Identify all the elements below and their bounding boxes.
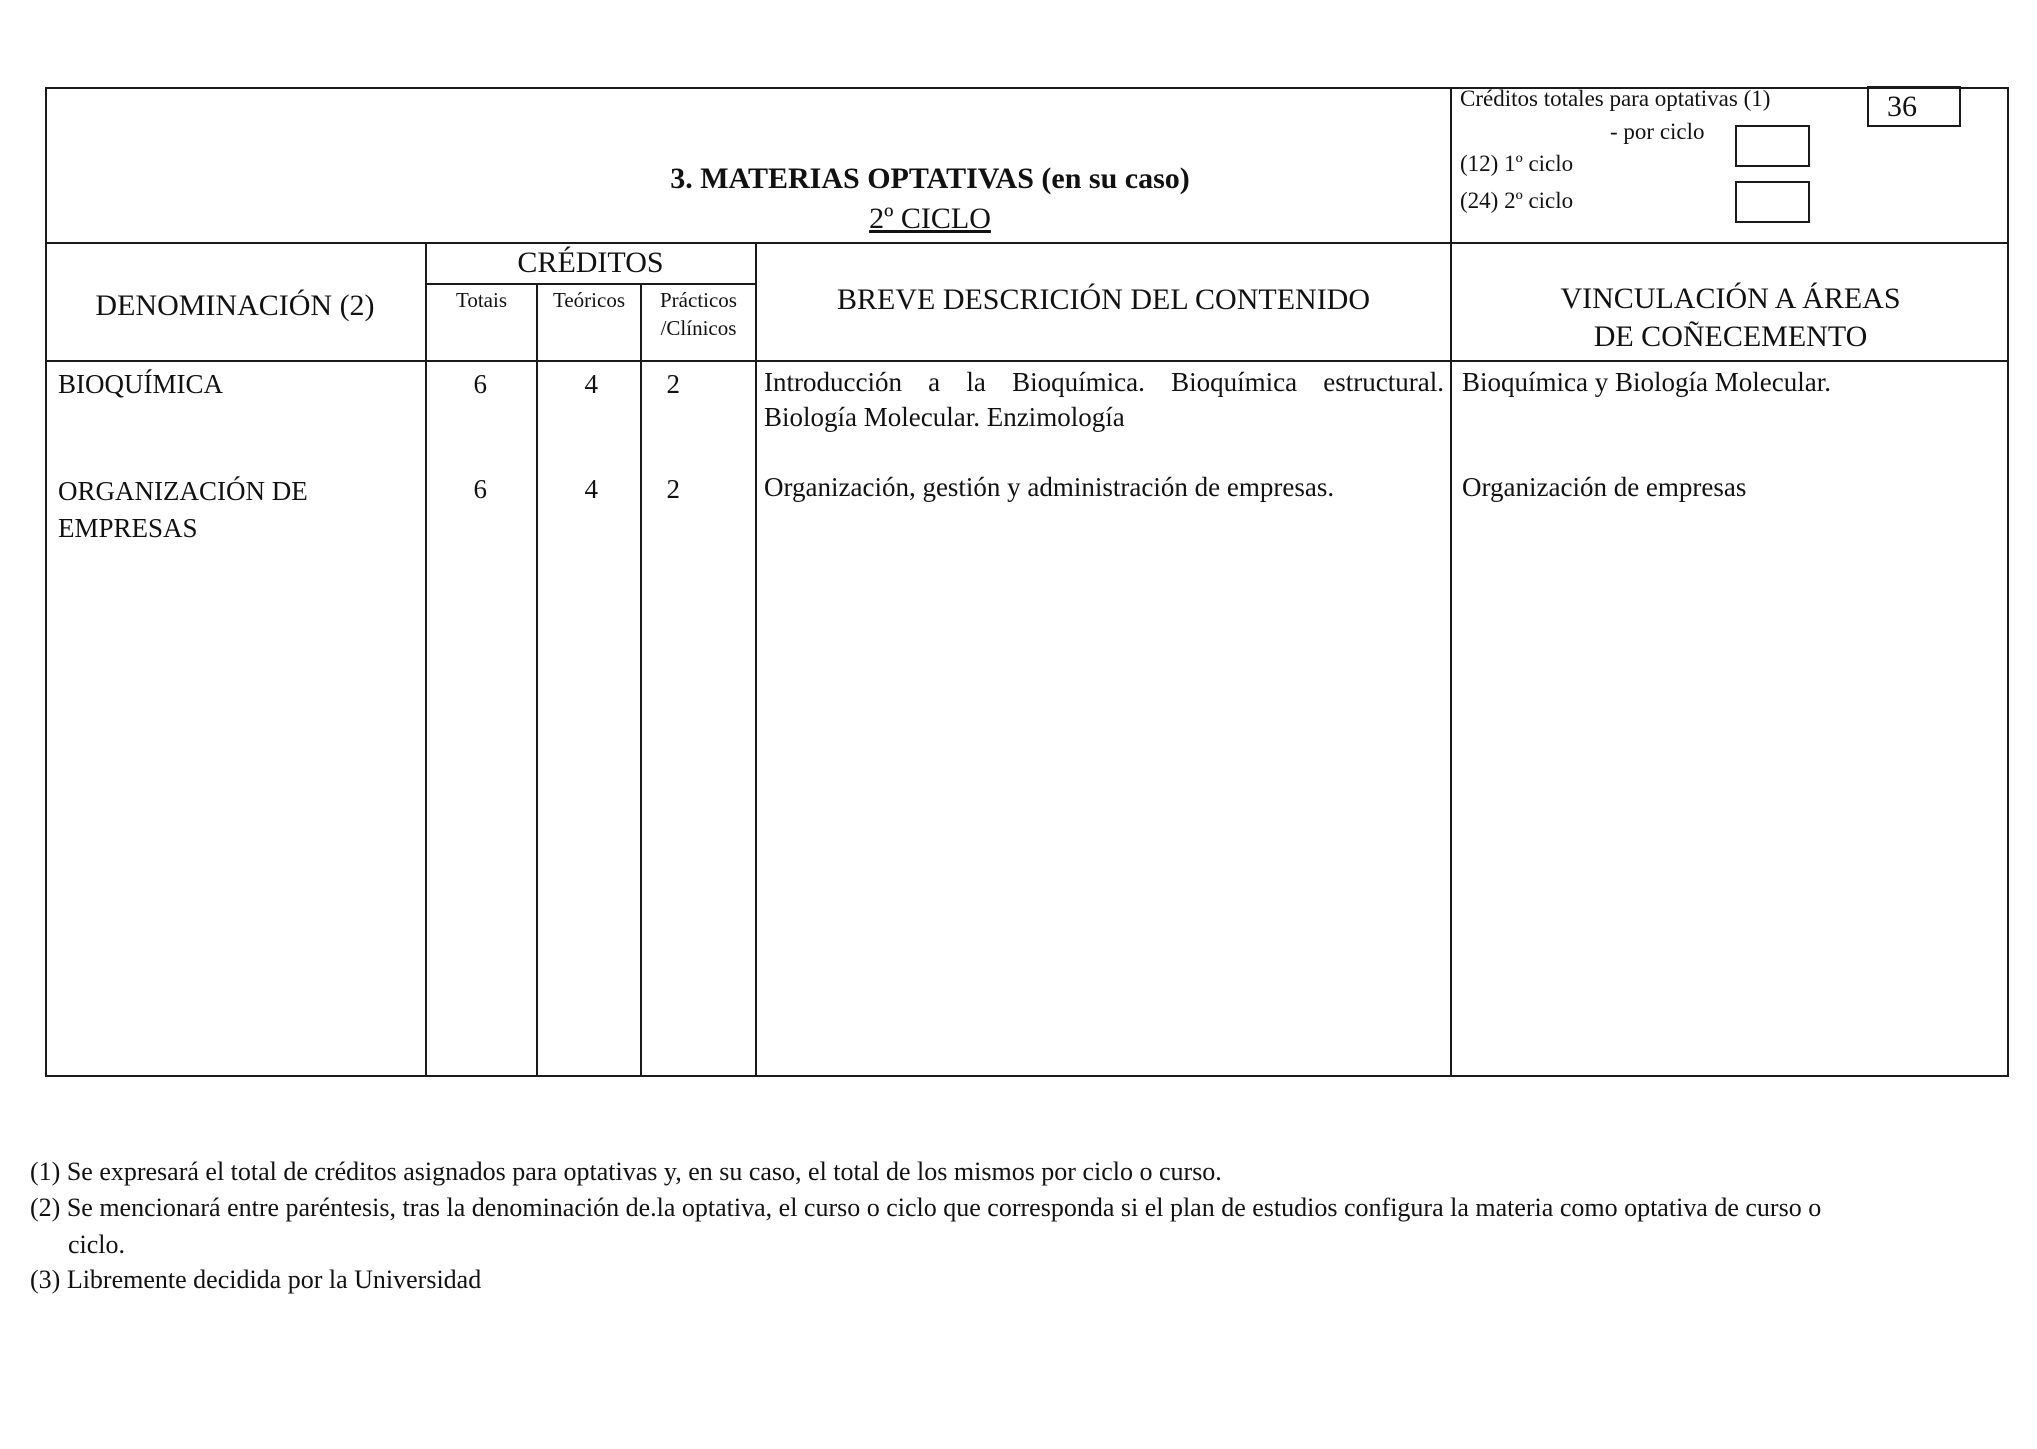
col-header-vinculacion-2: DE COÑECEMENTO bbox=[1593, 320, 1868, 353]
row-2-name-2: EMPRESAS bbox=[58, 513, 198, 543]
row-1-totais: 6 bbox=[473, 369, 487, 399]
col-header-descricion: BREVE DESCRICIÓN DEL CONTENIDO bbox=[836, 283, 1371, 316]
row-1-practicos: 2 bbox=[666, 369, 680, 399]
creditos-divider bbox=[425, 283, 756, 285]
row-1-desc-2: Biología Molecular. Enzimología bbox=[764, 402, 1125, 432]
col-header-denominacion: DENOMINACIÓN (2) bbox=[95, 289, 375, 322]
col-divider-practicos bbox=[755, 242, 757, 1077]
per-cycle-label: - por ciclo bbox=[1610, 119, 1705, 144]
column-header-divider bbox=[45, 360, 2009, 362]
footnote-2: (2) Se mencionará entre paréntesis, tras la denominación de.la optativa, el curso o ciclo que corresponda si el plan de estudios configura la materia como optativa de curso o bbox=[30, 1193, 1822, 1222]
row-2-desc-1: Organización, gestión y administración de empresas. bbox=[764, 472, 1335, 502]
row-1-desc-1: Introducción a la Bioquímica. Bioquímica estructural. bbox=[764, 367, 1444, 397]
col-header-teoricos: Teóricos bbox=[552, 288, 625, 312]
col-header-totais: Totais bbox=[455, 288, 508, 312]
col-header-practicos-2: /Clínicos bbox=[660, 316, 737, 340]
row-1-name: BIOQUÍMICA bbox=[58, 369, 223, 399]
cycle-label: 2º CICLO bbox=[869, 202, 991, 235]
cycle1-label: (12) 1º ciclo bbox=[1460, 151, 1574, 176]
footnote-2-continued: ciclo. bbox=[68, 1230, 126, 1259]
row-2-area: Organización de empresas bbox=[1462, 472, 1747, 502]
credits-total-box bbox=[1867, 86, 1961, 127]
credits-total-value: 36 bbox=[1887, 90, 1917, 123]
row-2-teoricos: 4 bbox=[584, 474, 598, 504]
row-2-name-1: ORGANIZACIÓN DE bbox=[58, 476, 308, 506]
row-2-totais: 6 bbox=[473, 474, 487, 504]
col-header-creditos: CRÉDITOS bbox=[517, 246, 664, 279]
col-header-vinculacion-1: VINCULACIÓN A ÁREAS bbox=[1560, 282, 1901, 315]
section-title: 3. MATERIAS OPTATIVAS (en su caso) bbox=[670, 162, 1190, 195]
header-divider bbox=[45, 242, 2009, 244]
col-header-practicos-1: Prácticos bbox=[660, 288, 737, 312]
header-right-divider bbox=[1450, 87, 1452, 1077]
row-1-area: Bioquímica y Biología Molecular. bbox=[1462, 367, 1831, 397]
row-2-practicos: 2 bbox=[666, 474, 680, 504]
cycle2-credits-box bbox=[1735, 181, 1810, 223]
footnote-3: (3) Libremente decidida por la Universidad bbox=[30, 1265, 482, 1294]
cycle2-label: (24) 2º ciclo bbox=[1460, 188, 1574, 213]
cycle1-credits-box bbox=[1735, 125, 1810, 167]
row-1-teoricos: 4 bbox=[584, 369, 598, 399]
footnote-1: (1) Se expresará el total de créditos asignados para optativas y, en su caso, el total de los mismos por ciclo o curso. bbox=[30, 1157, 1222, 1186]
credits-total-label: Créditos totales para optativas (1) bbox=[1460, 86, 1771, 111]
